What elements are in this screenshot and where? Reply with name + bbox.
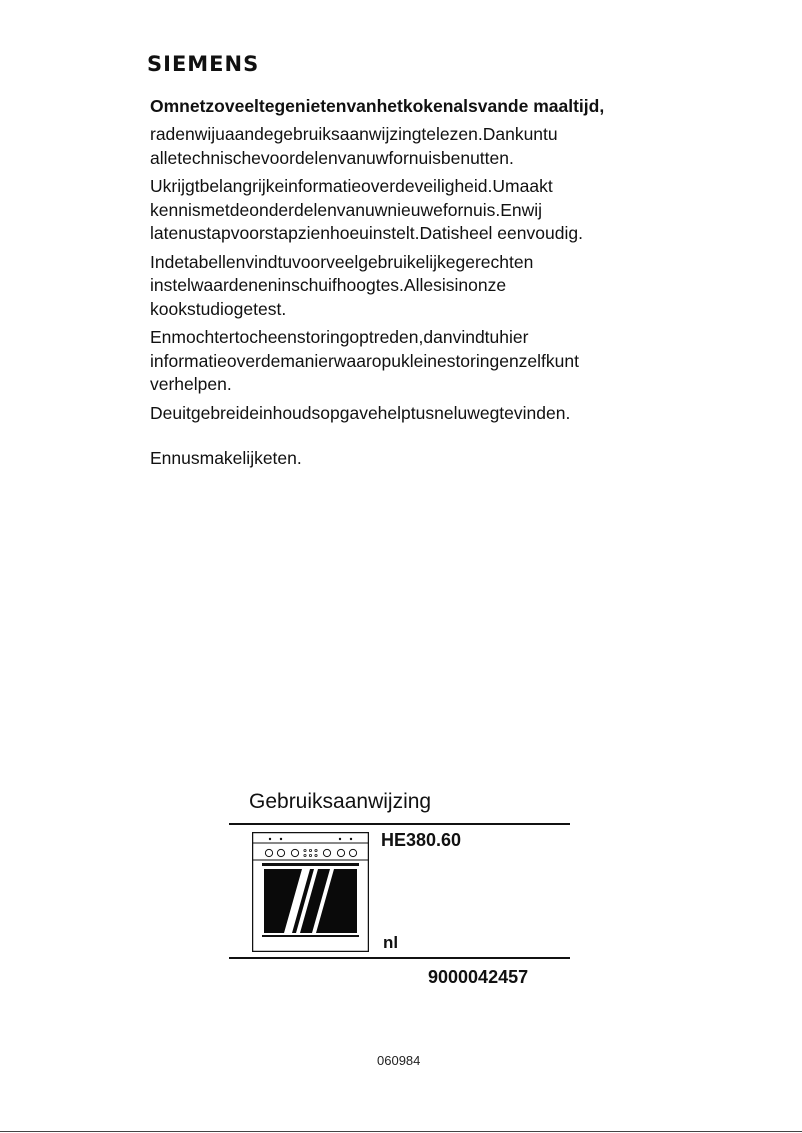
intro-paragraph: Indetabellenvindtuvoorveelgebruikelijkegerechten instelwaardeneninschuifhoogtes.Allesisinonze kookstudiogetest. — [150, 251, 534, 319]
intro-paragraph: radenwijuaandegebruiksaanwijzingtelezen.Dankuntu alletechnischevoordelenvanuwfornuisbenutten. — [150, 124, 558, 168]
intro-paragraph: Deuitgebreideinhoudsopgavehelptusneluwegtevinden. — [150, 402, 571, 423]
intro-text — [150, 94, 620, 476]
document-code: 060984 — [377, 1053, 421, 1068]
intro-paragraph: Enmochtertocheenstoringoptreden,danvindtuhier informatieoverdemanierwaaropukleinestoringenzelfkunt verhelpen. — [150, 327, 579, 394]
intro-paragraph: Ukrijgtbelangrijkeinformatieoverdeveiligheid.Umaakt kennismetdeonderdelenvanuwnieuwefornuis.Enwij latenustapvoorstapzienhoeuinstelt.Datisheel eenvoudig. — [150, 176, 583, 243]
page-bottom-line — [0, 1131, 802, 1132]
siemens-logo: SIEMENS — [147, 52, 260, 76]
oven-front-icon — [252, 832, 369, 952]
intro-closing: Ennusmakelijketen. — [150, 448, 302, 468]
intro-heading: Omnetzoveeltegenietenvanhetkokenalsvande maaltijd, — [150, 96, 605, 116]
model-number: HE380.60 — [381, 830, 462, 850]
divider-top — [229, 823, 570, 825]
manual-title: Gebruiksaanwijzing — [249, 790, 432, 813]
language-code: nl — [383, 933, 399, 952]
divider-bottom — [229, 957, 570, 959]
part-number: 9000042457 — [428, 967, 529, 987]
